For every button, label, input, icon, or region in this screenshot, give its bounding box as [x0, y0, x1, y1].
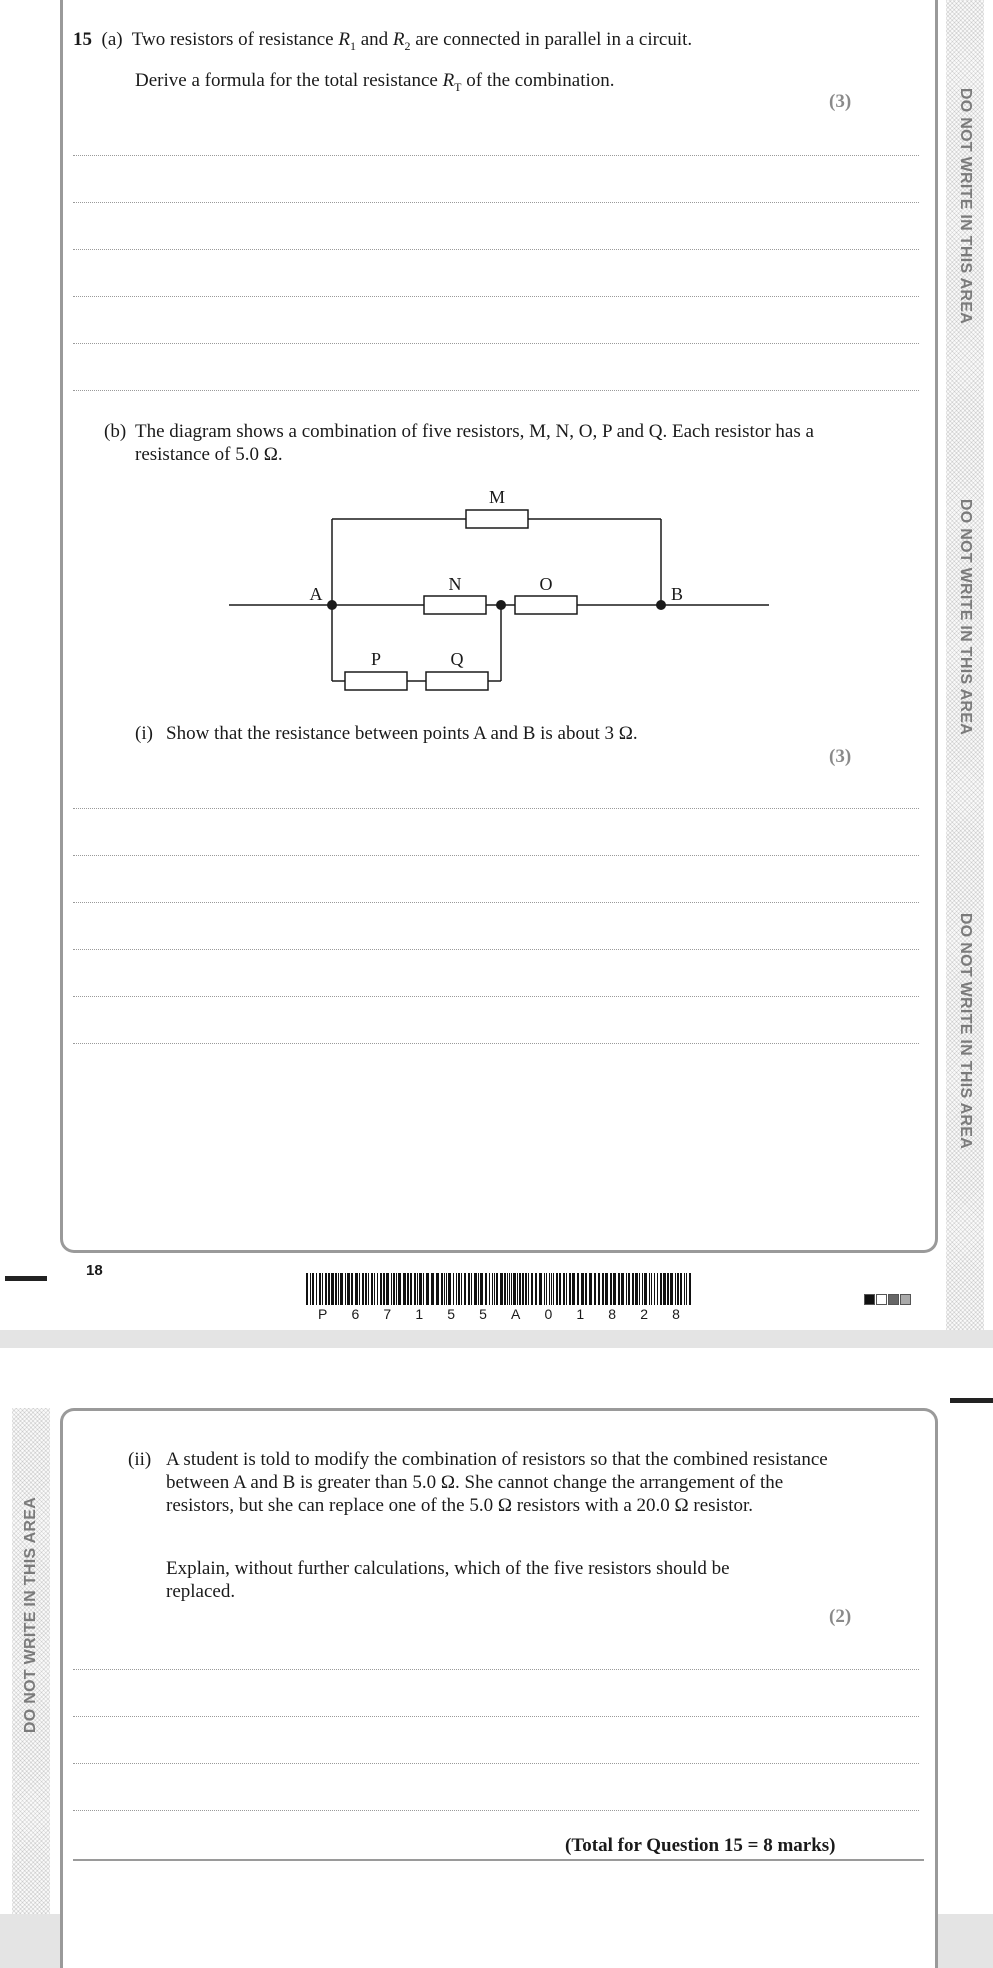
barcode-bar: [436, 1273, 439, 1305]
barcode-bar: [345, 1273, 346, 1305]
marks-label: (2): [829, 1606, 852, 1627]
label-O: O: [539, 574, 553, 594]
answer-line[interactable]: [73, 996, 919, 997]
barcode-bar: [525, 1273, 527, 1305]
barcode-bar: [444, 1273, 445, 1305]
barcode-bar: [458, 1273, 460, 1305]
barcode-bar: [474, 1273, 477, 1305]
barcode-bar: [386, 1273, 389, 1305]
barcode-bar: [355, 1273, 358, 1305]
barcode-bar: [448, 1273, 451, 1305]
exam-page-19: [0, 1348, 993, 1914]
barcode-bar: [513, 1273, 516, 1305]
barcode-bar: [340, 1273, 343, 1305]
barcode-bar: [605, 1273, 608, 1305]
barcode-bar: [423, 1273, 424, 1305]
barcode-bar: [414, 1273, 416, 1305]
barcode-bar: [310, 1273, 311, 1305]
barcode-bar: [663, 1273, 666, 1305]
question-number: 15: [73, 29, 92, 50]
label-M: M: [488, 487, 506, 507]
text: Two resistors of resistance: [131, 29, 339, 50]
barcode-char: 6: [351, 1306, 360, 1322]
barcode-bar: [628, 1273, 630, 1305]
barcode-bar: [544, 1273, 545, 1305]
barcode-bar: [657, 1273, 658, 1305]
barcode-bar: [371, 1273, 373, 1305]
barcode-bar: [610, 1273, 612, 1305]
barcode-char: 2: [640, 1306, 648, 1322]
barcode-bar: [670, 1273, 673, 1305]
barcode-bar: [598, 1273, 600, 1305]
label-A: A: [309, 584, 323, 604]
question-15b-text: The diagram shows a combination of five resistors, M, N, O, P and Q. Each resistor has a resistance of 5.0 Ω.: [135, 421, 814, 465]
barcode-bar: [539, 1273, 542, 1305]
barcode-bar: [549, 1273, 550, 1305]
barcode-bar: [528, 1273, 529, 1305]
label-B: B: [670, 584, 684, 604]
barcode-bar: [464, 1273, 466, 1305]
barcode-bar: [684, 1273, 685, 1305]
label-P: P: [370, 649, 382, 669]
symbol: R: [338, 29, 350, 50]
barcode-bar: [675, 1273, 676, 1305]
barcode-bar: [507, 1273, 508, 1305]
marker-square: [900, 1294, 911, 1305]
barcode-text: [306, 1306, 692, 1322]
part-label: (a): [101, 29, 123, 50]
barcode-char: 0: [544, 1306, 553, 1322]
barcode-bar: [331, 1273, 334, 1305]
barcode-bar: [585, 1273, 587, 1305]
part-label: (ii): [128, 1449, 152, 1470]
junction-A: [327, 600, 337, 610]
barcode-bar: [511, 1273, 512, 1305]
symbol: R: [442, 70, 455, 91]
barcode-bar: [393, 1273, 395, 1305]
barcode-bar: [546, 1273, 547, 1305]
barcode-char: 5: [447, 1306, 456, 1322]
barcode-bar: [325, 1273, 327, 1305]
barcode-bar: [338, 1273, 339, 1305]
answer-line[interactable]: [73, 949, 919, 950]
subscript: T: [454, 79, 462, 94]
barcode-bar: [417, 1273, 418, 1305]
barcode-bar: [535, 1273, 537, 1305]
barcode-bar: [374, 1273, 375, 1305]
barcode-bar: [426, 1273, 429, 1305]
barcode-bar: [306, 1273, 308, 1305]
barcode-char: P: [318, 1306, 328, 1322]
barcode-bar: [660, 1273, 662, 1305]
barcode-bar: [377, 1273, 378, 1305]
barcode-char: 1: [415, 1306, 424, 1322]
registration-mark: [5, 1276, 47, 1281]
barcode-bar: [362, 1273, 364, 1305]
barcode-bar: [468, 1273, 470, 1305]
marker-square: [864, 1294, 875, 1305]
subscript: 1: [349, 38, 356, 53]
barcode-bar: [489, 1273, 490, 1305]
barcode: [306, 1273, 692, 1305]
barcode-bar: [602, 1273, 604, 1305]
barcode-bar: [494, 1273, 495, 1305]
barcode-bar: [359, 1273, 360, 1305]
barcode-bar: [531, 1273, 533, 1305]
text: Derive a formula for the total resistance: [135, 70, 443, 91]
barcode-bar: [649, 1273, 650, 1305]
barcode-bar: [312, 1273, 314, 1305]
barcode-bar: [478, 1273, 479, 1305]
barcode-bar: [621, 1273, 624, 1305]
marks-label: (3): [829, 746, 852, 767]
barcode-bar: [492, 1273, 493, 1305]
subscript: 2: [404, 38, 411, 53]
resistor-P: [345, 672, 407, 690]
barcode-bar: [667, 1273, 669, 1305]
symbol: R: [392, 29, 405, 50]
barcode-bar: [461, 1273, 462, 1305]
resistor-Q: [426, 672, 488, 690]
answer-line[interactable]: [73, 1763, 919, 1764]
registration-mark: [950, 1398, 993, 1403]
barcode-char: A: [511, 1306, 521, 1322]
page-marker-squares: [864, 1294, 911, 1305]
barcode-bar: [383, 1273, 385, 1305]
barcode-bar: [553, 1273, 554, 1305]
answer-line[interactable]: [73, 1716, 919, 1717]
barcode-bar: [365, 1273, 367, 1305]
barcode-char: 8: [608, 1306, 617, 1322]
text: are connected in parallel in a circuit.: [410, 29, 693, 50]
barcode-bar: [572, 1273, 575, 1305]
label-N: N: [448, 574, 462, 594]
barcode-bar: [589, 1273, 592, 1305]
answer-line[interactable]: [73, 1810, 919, 1811]
barcode-char: 5: [479, 1306, 487, 1322]
barcode-bar: [559, 1273, 561, 1305]
barcode-bar: [391, 1273, 392, 1305]
marker-square: [888, 1294, 899, 1305]
barcode-bar: [322, 1273, 323, 1305]
barcode-bar: [410, 1273, 412, 1305]
barcode-bar: [651, 1273, 652, 1305]
answer-line[interactable]: [73, 855, 919, 856]
question-total: (Total for Question 15 = 8 marks): [565, 1835, 836, 1856]
junction-mid: [496, 600, 506, 610]
barcode-bar: [594, 1273, 596, 1305]
barcode-bar: [613, 1273, 616, 1305]
label-Q: Q: [450, 649, 464, 669]
barcode-bar: [456, 1273, 457, 1305]
resistor-O: [515, 596, 577, 614]
barcode-bar: [328, 1273, 330, 1305]
barcode-bar: [689, 1273, 691, 1305]
barcode-bar: [686, 1273, 687, 1305]
barcode-bar: [347, 1273, 350, 1305]
do-not-write-label: DO NOT WRITE IN THIS AREA: [957, 498, 974, 736]
barcode-bar: [644, 1273, 647, 1305]
barcode-bar: [626, 1273, 627, 1305]
question-15bii-text2: Explain, without further calculations, which of the five resistors should be replaced.: [166, 1558, 730, 1602]
answer-line[interactable]: [73, 1043, 919, 1044]
marker-square: [876, 1294, 887, 1305]
barcode-bar: [566, 1273, 567, 1305]
barcode-bar: [453, 1273, 454, 1305]
page-number: 18: [86, 1262, 103, 1279]
barcode-bar: [351, 1273, 353, 1305]
barcode-char: 8: [672, 1306, 680, 1322]
text: of the combination.: [461, 70, 615, 91]
barcode-bar: [577, 1273, 579, 1305]
barcode-bar: [556, 1273, 558, 1305]
barcode-char: 7: [383, 1306, 392, 1322]
question-15bi-text: Show that the resistance between points A and B is about 3 Ω.: [166, 723, 638, 744]
barcode-bar: [403, 1273, 406, 1305]
answer-line[interactable]: [73, 1669, 919, 1670]
barcode-bar: [368, 1273, 369, 1305]
barcode-bar: [316, 1273, 317, 1305]
barcode-bar: [319, 1273, 321, 1305]
barcode-bar: [509, 1273, 510, 1305]
barcode-bar: [639, 1273, 640, 1305]
answer-line[interactable]: [73, 808, 919, 809]
barcode-bar: [480, 1273, 483, 1305]
barcode-bar: [396, 1273, 397, 1305]
text: and: [355, 29, 393, 50]
barcode-bar: [398, 1273, 401, 1305]
barcode-bar: [680, 1273, 682, 1305]
barcode-bar: [446, 1273, 447, 1305]
barcode-bar: [618, 1273, 620, 1305]
part-label: (i): [135, 723, 153, 744]
barcode-bar: [642, 1273, 643, 1305]
do-not-write-label: DO NOT WRITE IN THIS AREA: [22, 1496, 39, 1734]
barcode-bar: [407, 1273, 409, 1305]
margin-strip: [12, 1408, 50, 1914]
barcode-bar: [441, 1273, 443, 1305]
question-15bii-text: A student is told to modify the combination of resistors so that the combined resistance between A and B is greater than 5.0 Ω. She cannot change the arrangement of the resistors, but she can replace one of the 5.0 Ω resistors with a 20.0 Ω resistor.: [166, 1449, 828, 1516]
barcode-bar: [504, 1273, 506, 1305]
barcode-bar: [431, 1273, 434, 1305]
barcode-bar: [500, 1273, 503, 1305]
barcode-bar: [471, 1273, 472, 1305]
barcode-bar: [563, 1273, 565, 1305]
barcode-bar: [485, 1273, 487, 1305]
barcode-bar: [677, 1273, 679, 1305]
barcode-bar: [335, 1273, 337, 1305]
barcode-bar: [654, 1273, 655, 1305]
barcode-bar: [519, 1273, 521, 1305]
barcode-char: 1: [576, 1306, 585, 1322]
barcode-bar: [581, 1273, 584, 1305]
answer-line[interactable]: [73, 902, 919, 903]
barcode-bar: [380, 1273, 382, 1305]
barcode-bar: [419, 1273, 422, 1305]
barcode-bar: [496, 1273, 498, 1305]
do-not-write-label: DO NOT WRITE IN THIS AREA: [957, 912, 974, 1150]
marks-label: (3): [829, 91, 852, 112]
resistor-N: [424, 596, 486, 614]
circuit-diagram: [0, 0, 993, 720]
resistor-M: [466, 510, 528, 528]
part-label: (b): [104, 421, 127, 442]
total-underline: [73, 1859, 924, 1861]
barcode-bar: [635, 1273, 638, 1305]
barcode-bar: [551, 1273, 552, 1305]
barcode-bar: [517, 1273, 518, 1305]
barcode-bar: [522, 1273, 524, 1305]
junction-B: [656, 600, 666, 610]
barcode-bar: [632, 1273, 634, 1305]
do-not-write-label: DO NOT WRITE IN THIS AREA: [957, 87, 974, 325]
barcode-bar: [569, 1273, 571, 1305]
